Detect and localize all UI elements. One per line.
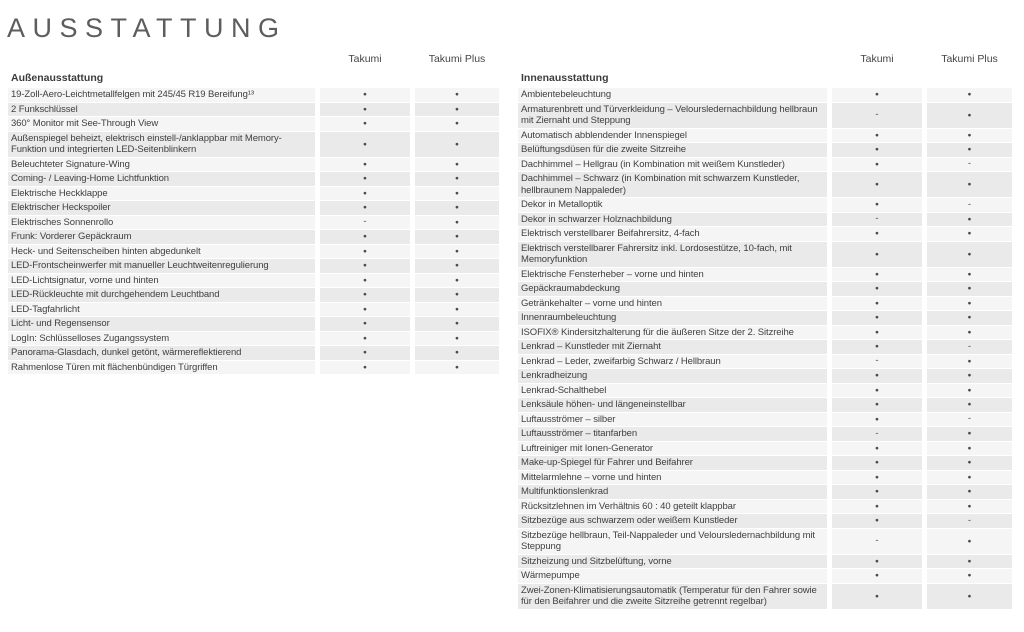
feature-row [8, 132, 499, 157]
feature-label: Elektrisches Sonnenrollo [8, 216, 315, 230]
takumi-value: ● [832, 413, 922, 427]
takumi-value: ● [832, 340, 922, 354]
takumi-plus-value: ● [927, 242, 1012, 267]
feature-label: Rücksitzlehnen im Verhältnis 60 : 40 geteilt klappbar [518, 500, 827, 514]
takumi-value: - [832, 427, 922, 441]
feature-row [8, 117, 499, 131]
feature-label: Belüftungsdüsen für die zweite Sitzreihe [518, 143, 827, 157]
takumi-plus-value: ● [927, 355, 1012, 369]
feature-row [518, 514, 1012, 528]
takumi-plus-value: ● [415, 88, 499, 102]
feature-row [8, 158, 499, 172]
takumi-plus-value: ● [927, 485, 1012, 499]
takumi-plus-value: ● [415, 158, 499, 172]
feature-row [8, 187, 499, 201]
takumi-value: ● [320, 132, 410, 157]
feature-label: 19-Zoll-Aero-Leichtmetallfelgen mit 245/45 R19 Bereifung¹³ [8, 88, 315, 102]
feature-label: Beleuchteter Signature-Wing [8, 158, 315, 172]
takumi-value: ● [320, 158, 410, 172]
feature-row [8, 216, 499, 230]
feature-row [518, 227, 1012, 241]
takumi-value: ● [832, 268, 922, 282]
takumi-value: ● [832, 198, 922, 212]
feature-row [518, 442, 1012, 456]
feature-rows-interior [518, 88, 1012, 609]
takumi-value: ● [832, 442, 922, 456]
takumi-plus-value: ● [927, 227, 1012, 241]
takumi-plus-value: ● [927, 369, 1012, 383]
feature-label: Außenspiegel beheizt, elektrisch einstell-/anklappbar mit Memory-Funktion und integrierten LED-Seitenblinkern [8, 132, 315, 157]
feature-row [8, 259, 499, 273]
takumi-value: ● [832, 369, 922, 383]
takumi-value: ● [320, 187, 410, 201]
takumi-value: ● [832, 584, 922, 609]
feature-label: Wärmepumpe [518, 569, 827, 583]
column-header-spacer [8, 53, 315, 68]
feature-row [518, 555, 1012, 569]
feature-row [518, 355, 1012, 369]
feature-row [518, 340, 1012, 354]
feature-row [518, 88, 1012, 102]
column-headers [518, 53, 1012, 68]
takumi-value: ● [320, 88, 410, 102]
column-header-spacer [518, 53, 827, 68]
takumi-value: ● [832, 242, 922, 267]
feature-row [518, 129, 1012, 143]
takumi-plus-value: ● [415, 230, 499, 244]
feature-label: LogIn: Schlüsselloses Zugangssystem [8, 332, 315, 346]
feature-row [8, 361, 499, 375]
feature-label: Dekor in Metalloptik [518, 198, 827, 212]
takumi-plus-value: ● [927, 471, 1012, 485]
takumi-plus-value: ● [927, 311, 1012, 325]
feature-row [518, 143, 1012, 157]
feature-label: LED-Tagfahrlicht [8, 303, 315, 317]
feature-row [518, 384, 1012, 398]
takumi-value: ● [320, 346, 410, 360]
takumi-plus-value: ● [927, 427, 1012, 441]
column-header-takumi: Takumi [348, 53, 382, 65]
feature-row [518, 103, 1012, 128]
takumi-plus-value: ● [927, 103, 1012, 128]
takumi-plus-value: ● [927, 456, 1012, 470]
feature-label: Automatisch abblendender Innenspiegel [518, 129, 827, 143]
takumi-value: ● [832, 158, 922, 172]
takumi-value: ● [320, 103, 410, 117]
feature-label: Elektrisch verstellbarer Fahrersitz inkl. Lordosestütze, 10-fach, mit Memoryfunktion [518, 242, 827, 267]
feature-row [518, 413, 1012, 427]
feature-label: Multifunktionslenkrad [518, 485, 827, 499]
takumi-plus-value: - [927, 198, 1012, 212]
feature-row [8, 172, 499, 186]
takumi-value: ● [832, 297, 922, 311]
takumi-value: ● [832, 172, 922, 197]
takumi-plus-value: ● [927, 500, 1012, 514]
feature-row [8, 303, 499, 317]
takumi-value: ● [320, 172, 410, 186]
takumi-plus-value: ● [927, 282, 1012, 296]
takumi-value: ● [832, 384, 922, 398]
takumi-plus-value: ● [415, 259, 499, 273]
feature-row [518, 584, 1012, 609]
feature-label: Dachhimmel – Schwarz (in Kombination mit schwarzem Kunstleder, hellbraunem Nappaleder) [518, 172, 827, 197]
takumi-plus-value: ● [927, 442, 1012, 456]
takumi-value: ● [320, 303, 410, 317]
takumi-value: ● [832, 88, 922, 102]
takumi-plus-value: - [927, 158, 1012, 172]
takumi-plus-value: ● [415, 361, 499, 375]
takumi-value: ● [832, 485, 922, 499]
takumi-plus-value: ● [927, 129, 1012, 143]
takumi-plus-value: ● [927, 88, 1012, 102]
feature-label: Licht- und Regensensor [8, 317, 315, 331]
page-title: AUSSTATTUNG [7, 13, 287, 43]
takumi-plus-value: ● [415, 288, 499, 302]
takumi-value: ● [320, 361, 410, 375]
takumi-value: - [832, 103, 922, 128]
feature-row [518, 529, 1012, 554]
exterior-equipment-table [8, 53, 499, 610]
takumi-plus-value: ● [415, 346, 499, 360]
feature-label: Luftausströmer – silber [518, 413, 827, 427]
takumi-plus-value: ● [415, 117, 499, 131]
takumi-value: ● [832, 129, 922, 143]
takumi-value: ● [832, 471, 922, 485]
takumi-plus-value: - [927, 413, 1012, 427]
takumi-plus-value: ● [927, 172, 1012, 197]
section-title-exterior: Außenausstattung [11, 72, 104, 84]
equipment-tables [8, 53, 1024, 610]
feature-label: Lenksäule höhen- und längeneinstellbar [518, 398, 827, 412]
feature-label: Coming- / Leaving-Home Lichtfunktion [8, 172, 315, 186]
feature-row [518, 172, 1012, 197]
feature-row [8, 288, 499, 302]
interior-equipment-table [518, 53, 1012, 610]
feature-row [518, 569, 1012, 583]
feature-label: Gepäckraumabdeckung [518, 282, 827, 296]
takumi-value: ● [320, 117, 410, 131]
feature-row [518, 268, 1012, 282]
feature-label: LED-Rückleuchte mit durchgehendem Leuchtband [8, 288, 315, 302]
takumi-value: ● [832, 227, 922, 241]
feature-label: Sitzbezüge hellbraun, Teil-Nappaleder und Veloursledernachbildung mit Steppung [518, 529, 827, 554]
feature-row [518, 485, 1012, 499]
takumi-value: ● [832, 514, 922, 528]
feature-row [518, 398, 1012, 412]
takumi-value: ● [320, 230, 410, 244]
feature-row [518, 326, 1012, 340]
column-headers [8, 53, 499, 68]
feature-label: Innenraumbeleuchtung [518, 311, 827, 325]
takumi-value: ● [320, 317, 410, 331]
column-header-takumi-plus: Takumi Plus [428, 53, 486, 65]
feature-row [8, 201, 499, 215]
takumi-value: ● [320, 332, 410, 346]
takumi-plus-value: ● [927, 143, 1012, 157]
feature-row [8, 103, 499, 117]
takumi-plus-value: ● [927, 384, 1012, 398]
takumi-plus-value: ● [927, 268, 1012, 282]
feature-rows-exterior [8, 88, 499, 374]
takumi-plus-value: ● [415, 274, 499, 288]
feature-label: Getränkehalter – vorne und hinten [518, 297, 827, 311]
feature-label: Armaturenbrett und Türverkleidung – Veloursledernachbildung hellbraun mit Ziernaht und Steppung [518, 103, 827, 128]
feature-row [518, 198, 1012, 212]
feature-label: 360° Monitor mit See-Through View [8, 117, 315, 131]
feature-row [8, 274, 499, 288]
takumi-value: ● [320, 288, 410, 302]
feature-label: Luftausströmer – titanfarben [518, 427, 827, 441]
feature-label: LED-Frontscheinwerfer mit manueller Leuchtweitenregulierung [8, 259, 315, 273]
column-header-takumi-plus: Takumi Plus [941, 53, 998, 65]
takumi-plus-value: ● [927, 529, 1012, 554]
takumi-value: ● [320, 201, 410, 215]
feature-label: Lenkrad-Schalthebel [518, 384, 827, 398]
feature-row [8, 317, 499, 331]
takumi-plus-value: ● [415, 216, 499, 230]
feature-label: Frunk: Vorderer Gepäckraum [8, 230, 315, 244]
takumi-value: ● [832, 398, 922, 412]
takumi-plus-value: ● [927, 584, 1012, 609]
takumi-value: - [832, 355, 922, 369]
takumi-plus-value: ● [415, 172, 499, 186]
takumi-plus-value: - [927, 514, 1012, 528]
feature-row [8, 332, 499, 346]
takumi-plus-value: - [927, 340, 1012, 354]
feature-row [518, 369, 1012, 383]
feature-label: Sitzheizung und Sitzbelüftung, vorne [518, 555, 827, 569]
feature-label: Mittelarmlehne – vorne und hinten [518, 471, 827, 485]
feature-label: 2 Funkschlüssel [8, 103, 315, 117]
feature-label: Make-up-Spiegel für Fahrer und Beifahrer [518, 456, 827, 470]
takumi-plus-value: ● [927, 398, 1012, 412]
feature-row [518, 158, 1012, 172]
feature-row [518, 427, 1012, 441]
takumi-value: ● [320, 274, 410, 288]
takumi-plus-value: ● [927, 213, 1012, 227]
takumi-value: ● [832, 311, 922, 325]
feature-label: Rahmenlose Türen mit flächenbündigen Türgriffen [8, 361, 315, 375]
takumi-plus-value: ● [415, 103, 499, 117]
feature-row [518, 242, 1012, 267]
takumi-value: ● [832, 555, 922, 569]
takumi-plus-value: ● [415, 332, 499, 346]
feature-label: Heck- und Seitenscheiben hinten abgedunkelt [8, 245, 315, 259]
takumi-value: ● [320, 259, 410, 273]
feature-label: Panorama-Glasdach, dunkel getönt, wärmereflektierend [8, 346, 315, 360]
takumi-value: ● [832, 500, 922, 514]
takumi-plus-value: ● [927, 555, 1012, 569]
feature-label: Dachhimmel – Hellgrau (in Kombination mit weißem Kunstleder) [518, 158, 827, 172]
feature-row [8, 346, 499, 360]
takumi-plus-value: ● [927, 297, 1012, 311]
feature-row [518, 297, 1012, 311]
takumi-value: ● [832, 282, 922, 296]
takumi-value: - [832, 529, 922, 554]
column-header-takumi: Takumi [860, 53, 894, 65]
feature-label: Luftreiniger mit Ionen-Generator [518, 442, 827, 456]
takumi-value: - [832, 213, 922, 227]
feature-row [8, 88, 499, 102]
feature-label: Elektrische Heckklappe [8, 187, 315, 201]
feature-row [518, 311, 1012, 325]
takumi-plus-value: ● [927, 569, 1012, 583]
takumi-plus-value: ● [415, 201, 499, 215]
feature-label: Ambientebeleuchtung [518, 88, 827, 102]
feature-row [518, 213, 1012, 227]
section-title-interior: Innenausstattung [521, 72, 609, 84]
takumi-value: ● [320, 245, 410, 259]
feature-label: Lenkrad – Kunstleder mit Ziernaht [518, 340, 827, 354]
feature-row [518, 471, 1012, 485]
feature-label: Dekor in schwarzer Holznachbildung [518, 213, 827, 227]
feature-label: Lenkrad – Leder, zweifarbig Schwarz / Hellbraun [518, 355, 827, 369]
takumi-value: ● [832, 326, 922, 340]
feature-label: Sitzbezüge aus schwarzem oder weißem Kunstleder [518, 514, 827, 528]
takumi-plus-value: ● [415, 245, 499, 259]
feature-label: Elektrisch verstellbarer Beifahrersitz, 4-fach [518, 227, 827, 241]
feature-label: Lenkradheizung [518, 369, 827, 383]
feature-label: ISOFIX® Kindersitzhalterung für die äußeren Sitze der 2. Sitzreihe [518, 326, 827, 340]
takumi-plus-value: ● [415, 303, 499, 317]
takumi-value: ● [832, 569, 922, 583]
feature-label: Zwei-Zonen-Klimatisierungsautomatik (Temperatur für den Fahrer sowie für den Beifahrer und die zweite Sitzreihe getrennt regelbar) [518, 584, 827, 609]
feature-row [518, 282, 1012, 296]
feature-label: Elektrische Fensterheber – vorne und hinten [518, 268, 827, 282]
takumi-value: - [320, 216, 410, 230]
takumi-plus-value: ● [927, 326, 1012, 340]
takumi-value: ● [832, 456, 922, 470]
feature-row [518, 456, 1012, 470]
takumi-plus-value: ● [415, 132, 499, 157]
takumi-plus-value: ● [415, 317, 499, 331]
takumi-value: ● [832, 143, 922, 157]
takumi-plus-value: ● [415, 187, 499, 201]
feature-row [518, 500, 1012, 514]
feature-row [8, 230, 499, 244]
feature-label: LED-Lichtsignatur, vorne und hinten [8, 274, 315, 288]
feature-row [8, 245, 499, 259]
feature-label: Elektrischer Heckspoiler [8, 201, 315, 215]
